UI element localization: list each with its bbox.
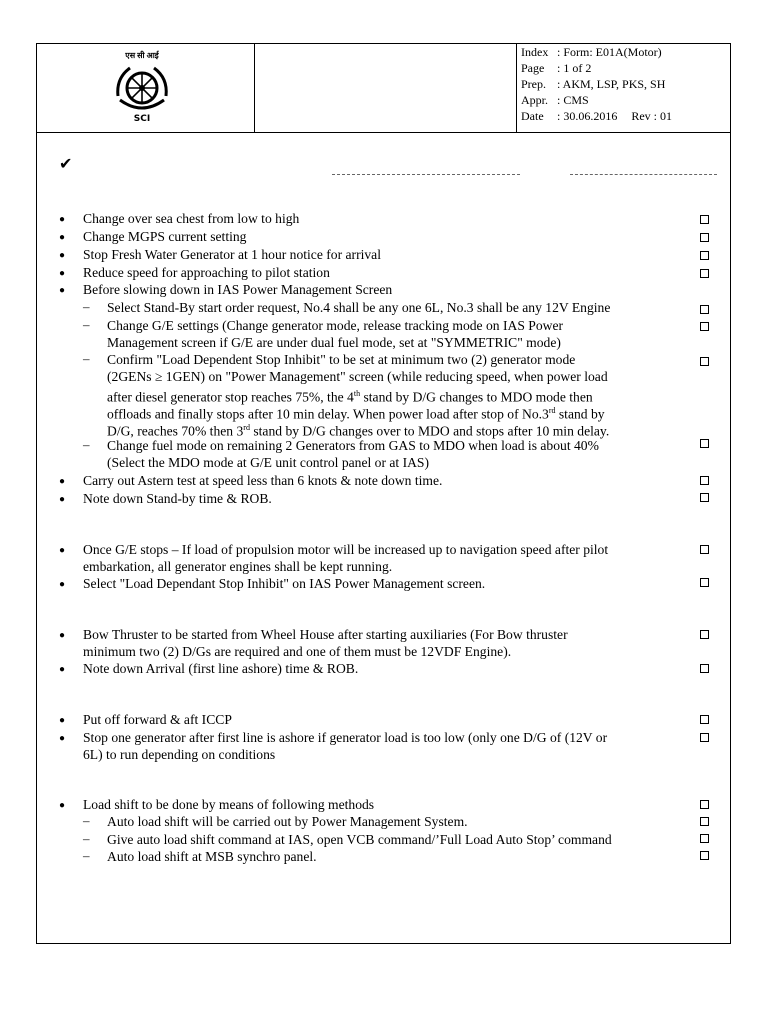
sub-item-cont: (Select the MDO mode at G/E unit control panel or at IAS) (107, 455, 430, 470)
list-item: Note down Stand-by time & ROB. (83, 491, 272, 506)
wheel-emblem-icon (110, 56, 174, 120)
bullet-icon: ● (59, 715, 66, 726)
checkbox[interactable] (700, 578, 709, 587)
checkbox[interactable] (700, 269, 709, 278)
checkbox[interactable] (700, 439, 709, 448)
logo-text-bottom: SCI (133, 114, 151, 124)
bullet-icon: ● (59, 476, 66, 487)
checkbox[interactable] (700, 476, 709, 485)
checkbox[interactable] (700, 715, 709, 724)
logo-text-top: एस सी आई (125, 51, 159, 60)
bullet-icon: ● (59, 232, 66, 243)
dash-icon: – (83, 831, 90, 846)
bullet-icon: ● (59, 250, 66, 261)
logo-cell (37, 44, 255, 132)
sub-item-cont: offloads and finally stops after 10 min delay. When power load after stop of No.3rd stand by (107, 406, 605, 422)
signature-line-1 (332, 174, 520, 175)
sub-item-cont: after diesel generator stop reaches 75%, the 4th stand by D/G changes to MDO mode then (107, 389, 593, 405)
checkbox[interactable] (700, 733, 709, 742)
list-item: Before slowing down in IAS Power Management Screen (83, 282, 393, 297)
list-item: Load shift to be done by means of following methods (83, 797, 375, 812)
list-item-cont: embarkation, all generator engines shall be kept running. (83, 559, 393, 574)
bullet-icon: ● (59, 494, 66, 505)
checkbox[interactable] (700, 630, 709, 639)
bullet-icon: ● (59, 630, 66, 641)
bullet-icon: ● (59, 268, 66, 279)
checkbox[interactable] (700, 357, 709, 366)
signature-line-2 (570, 174, 717, 175)
list-item: Reduce speed for approaching to pilot station (83, 265, 330, 280)
sub-item-cont: (2GENs ≥ 1GEN) on "Power Management" screen (while reducing speed, when power load (107, 369, 608, 384)
sub-item: Auto load shift will be carried out by Power Management System. (107, 814, 468, 829)
dash-icon: – (83, 848, 90, 863)
checkbox[interactable] (700, 800, 709, 809)
form-header (37, 44, 730, 133)
bullet-icon: ● (59, 285, 66, 296)
checkbox[interactable] (700, 305, 709, 314)
bullet-icon: ● (59, 733, 66, 744)
bullet-icon: ● (59, 664, 66, 675)
list-item: Stop one generator after first line is ashore if generator load is too low (only one D/G of (12V or (83, 730, 608, 745)
checkbox[interactable] (700, 493, 709, 502)
checkbox[interactable] (700, 545, 709, 554)
bullet-icon: ● (59, 545, 66, 556)
checkbox[interactable] (700, 834, 709, 843)
dash-icon: – (83, 299, 90, 314)
dash-icon: – (83, 437, 90, 452)
checkbox[interactable] (700, 233, 709, 242)
list-item: Once G/E stops – If load of propulsion motor will be increased up to navigation speed after pilot (83, 542, 609, 557)
meta-cell (517, 44, 730, 132)
list-item: Stop Fresh Water Generator at 1 hour notice for arrival (83, 247, 381, 262)
dash-icon: – (83, 351, 90, 366)
list-item-cont: minimum two (2) D/Gs are required and one of them must be 12VDF Engine). (83, 644, 512, 659)
sub-item: Select Stand-By start order request, No.4 shall be any one 6L, No.3 shall be any 12V Engine (107, 300, 611, 315)
meta-index: Index : Form: E01A(Motor) (521, 45, 662, 59)
dash-icon: – (83, 317, 90, 332)
list-item: Change over sea chest from low to high (83, 211, 300, 226)
list-item: Put off forward & aft ICCP (83, 712, 232, 727)
sub-item: Change G/E settings (Change generator mode, release tracking mode on IAS Power (107, 318, 564, 333)
meta-prep: Prep. : AKM, LSP, PKS, SH (521, 77, 666, 91)
list-item: Carry out Astern test at speed less than 6 knots & note down time. (83, 473, 443, 488)
list-item: Bow Thruster to be started from Wheel House after starting auxiliaries (For Bow thruster (83, 627, 568, 642)
checkbox[interactable] (700, 817, 709, 826)
checkbox[interactable] (700, 664, 709, 673)
sub-item: Change fuel mode on remaining 2 Generators from GAS to MDO when load is about 40% (107, 438, 599, 453)
checkbox[interactable] (700, 322, 709, 331)
checkbox[interactable] (700, 851, 709, 860)
sub-item: Give auto load shift command at IAS, open VCB command/’Full Load Auto Stop’ command (107, 832, 612, 847)
list-item-cont: 6L) to run depending on conditions (83, 747, 276, 762)
title-cell (254, 44, 517, 132)
sub-item: Confirm "Load Dependent Stop Inhibit" to be set at minimum two (2) generator mode (107, 352, 576, 367)
sub-item-cont: D/G, reaches 70% then 3rd stand by D/G changes over to MDO and stops after 10 min delay. (107, 423, 610, 439)
sub-item-cont: Management screen if G/E are under dual fuel mode, set at "SYMMETRIC" mode) (107, 335, 561, 350)
list-item: Note down Arrival (first line ashore) time & ROB. (83, 661, 359, 676)
bullet-icon: ● (59, 214, 66, 225)
checkbox[interactable] (700, 251, 709, 260)
dash-icon: – (83, 813, 90, 828)
meta-appr: Appr. : CMS (521, 93, 589, 107)
checkbox[interactable] (700, 215, 709, 224)
form-frame (36, 43, 731, 944)
check-mark-icon: ✔ (59, 154, 73, 173)
bullet-icon: ● (59, 800, 66, 811)
sci-logo (110, 50, 174, 130)
list-item: Change MGPS current setting (83, 229, 247, 244)
bullet-icon: ● (59, 579, 66, 590)
meta-date: Date : 30.06.2016 Rev : 01 (521, 109, 673, 123)
meta-page: Page : 1 of 2 (521, 61, 592, 75)
list-item: Select "Load Dependant Stop Inhibit" on IAS Power Management screen. (83, 576, 486, 591)
sub-item: Auto load shift at MSB synchro panel. (107, 849, 317, 864)
